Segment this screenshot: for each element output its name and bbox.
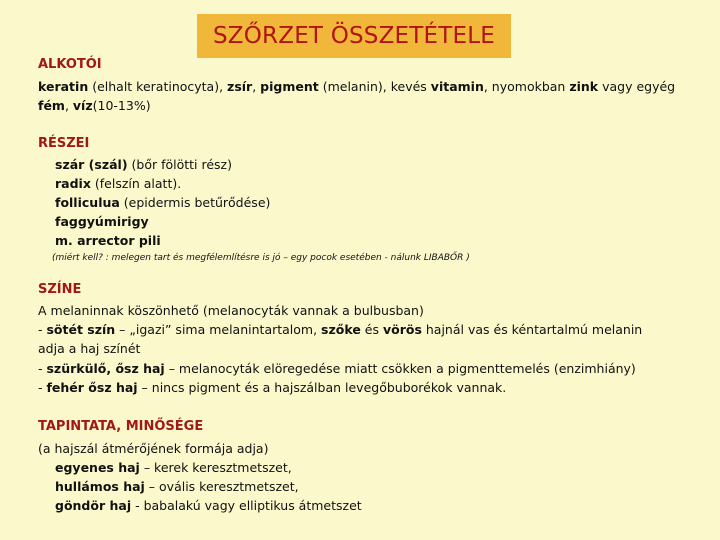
reszei-item: m. arrector pili [55,233,161,248]
term-zink: zink [569,79,599,94]
tapintata-item: göndör haj - babalakú vagy elliptikus átmetszet [55,498,362,513]
reszei-item: faggyúmirigy [55,214,149,229]
szine-line-1: A melaninnak köszönhető (melanocyták vannak a bulbusban) [38,303,424,318]
szine-line-5: - fehér ősz haj – nincs pigment és a hajszálban levegőbuborékok vannak. [38,380,507,395]
section-heading-szine: SZÍNE [38,282,82,297]
term-vitamin: vitamin [430,79,484,94]
reszei-item: szár (szál) (bőr fölötti rész) [55,157,232,172]
tapintata-item: hullámos haj – ovális keresztmetszet, [55,479,299,494]
reszei-item: folliculua (epidermis betűrődése) [55,195,271,210]
section-heading-reszei: RÉSZEI [38,136,90,151]
reszei-item: radix (felszín alatt). [55,176,182,191]
section-heading-tapintata: TAPINTATA, MINŐSÉGE [38,419,204,434]
alkotoi-line-1: keratin (elhalt keratinocyta), zsír, pigment (melanin), kevés vitamin, nyomokban zink vagy egyég [38,79,676,94]
title-box [197,14,511,58]
term-fem: fém [38,98,65,113]
szine-line-4: - szürkülő, ősz haj – melanocyták elöregedése miatt csökken a pigmenttemelés (enzimhiány) [38,361,636,376]
term-pigment: pigment [260,79,319,94]
term-viz: víz [72,98,93,113]
reszei-note: (miért kell? : melegen tart és megfélemlítésre is jó – egy pocok esetében - nálunk LIBABŐR ) [52,253,470,263]
alkotoi-line-2: fém, víz(10-13%) [38,98,151,113]
tapintata-item: egyenes haj – kerek keresztmetszet, [55,460,292,475]
page-title: SZŐRZET ÖSSZETÉTELE [213,23,495,49]
term-keratin: keratin [38,79,89,94]
szine-line-2: - sötét szín – „igazi” sima melanintartalom, szőke és vörös hajnál vas és kéntartalmú melanin [38,322,643,337]
szine-line-3: adja a haj színét [38,341,141,356]
tapintata-line-1: (a hajszál átmérőjének formája adja) [38,441,269,456]
term-zsir: zsír [227,79,253,94]
section-heading-alkotoi: ALKOTÓI [38,57,102,72]
